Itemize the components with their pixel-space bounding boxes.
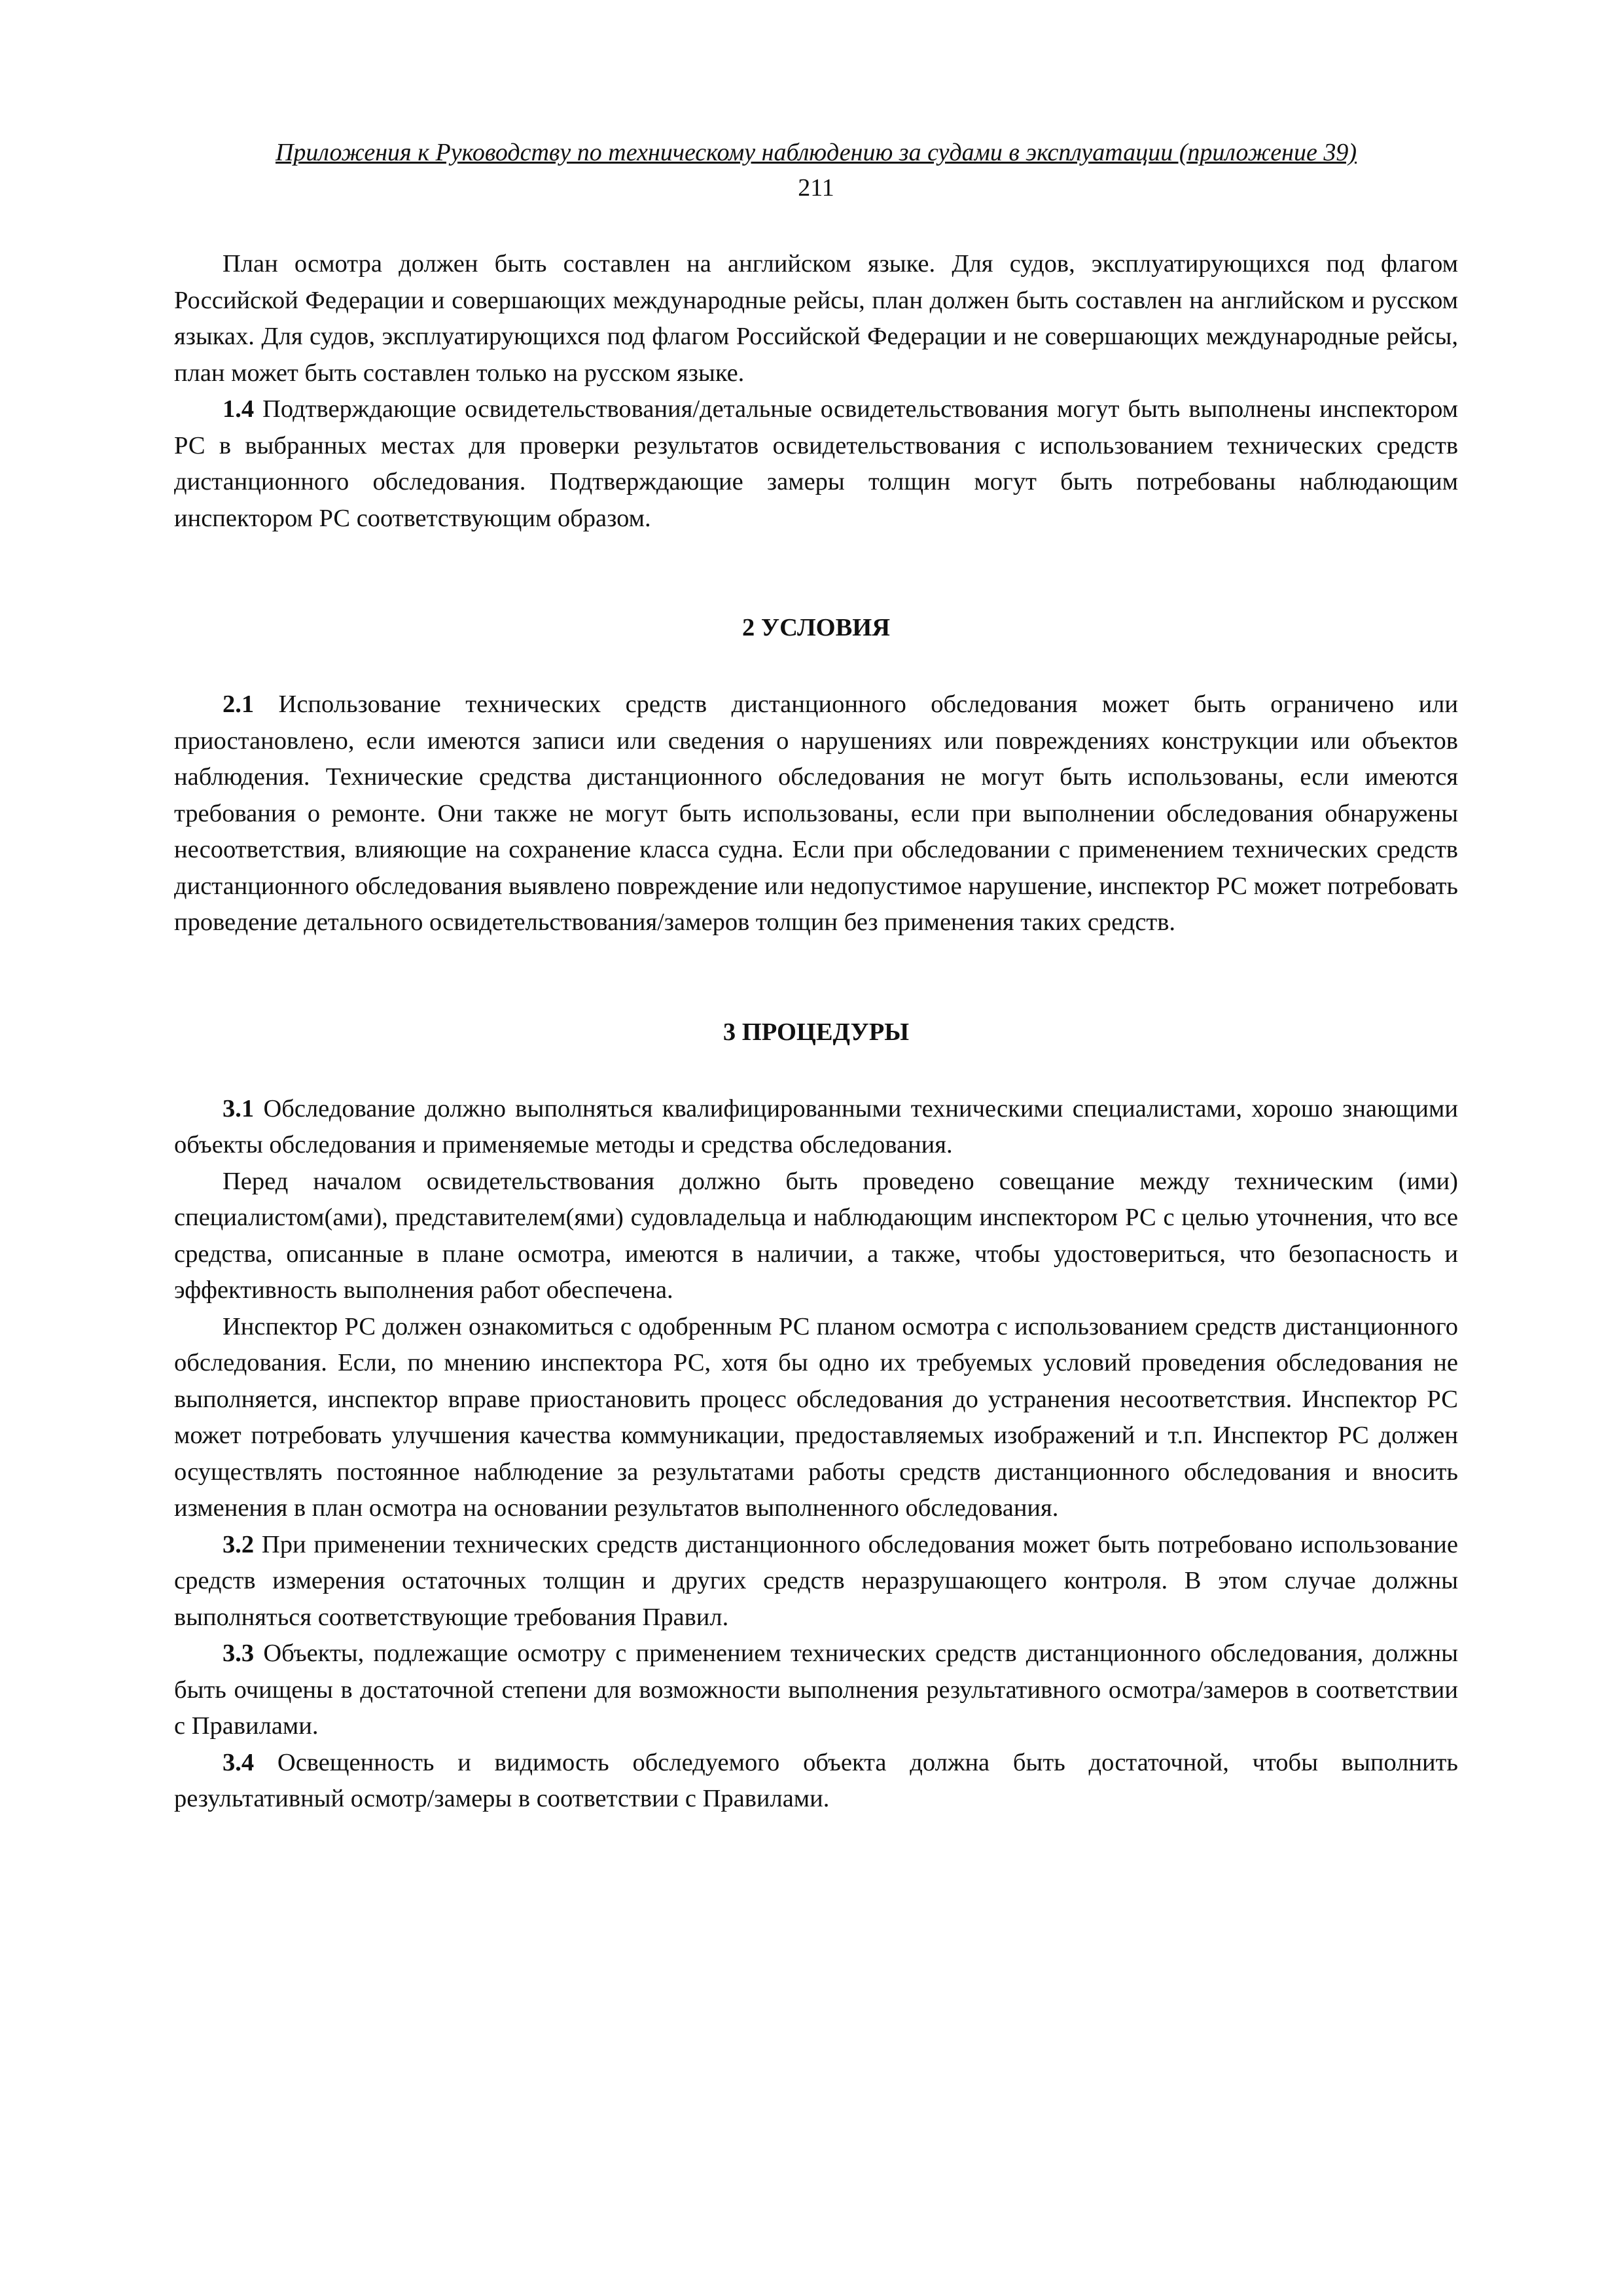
clause-number: 2.1 bbox=[223, 691, 255, 718]
clause-number: 3.3 bbox=[223, 1640, 255, 1667]
clause-text: Обследование должно выполняться квалифицированными техническими специалистами, хорошо знающими объекты обследования и применяемые методы и средства обследования. bbox=[174, 1094, 1458, 1158]
paragraph-text: Перед началом освидетельствования должно быть проведено совещание между техническим (ими) специалистом(ами), представителем(ями) судовладельца и наблюдающим инспектором РС с целью уточнения, что все средства, описанные в плане осмотра, имеются в наличии, а также, чтобы удостовериться, что безопасность и эффективность выполнения работ обеспечена. bbox=[174, 1167, 1458, 1304]
clause-3-1 bbox=[174, 1091, 1458, 1164]
page-number: 211 bbox=[798, 174, 834, 202]
clause-3-4 bbox=[174, 1745, 1458, 1818]
clause-number: 3.1 bbox=[223, 1094, 255, 1122]
clause-1-4 bbox=[174, 391, 1458, 537]
section-2-heading: 2 УСЛОВИЯ bbox=[741, 614, 891, 641]
intro-paragraph-1 bbox=[174, 246, 1458, 391]
clause-3-1-paragraph-2 bbox=[174, 1164, 1458, 1309]
clause-text: Освещенность и видимость обследуемого объекта должна быть достаточной, чтобы выполнить результативный осмотр/замеры в соответствии с Правилами. bbox=[174, 1748, 1458, 1812]
clause-2-1 bbox=[174, 687, 1458, 941]
paragraph-text: Инспектор РС должен ознакомиться с одобренным РС планом осмотра с использованием средств дистанционного обследования. Если, по мнению инспектора РС, хотя бы одно их требуемых условий проведения обследования не выполняется, инспектор вправе приостановить процесс обследования до устранения несоответствия. Инспектор РС может потребовать улучшения качества коммуникации, предоставляемых изображений и т.п. Инспектор РС должен осуществлять постоянное наблюдение за результатами работы средств дистанционного обследования и вносить изменения в план осмотра на основании результатов выполненного обследования. bbox=[174, 1312, 1458, 1522]
running-header: Приложения к Руководству по техническому наблюдению за судами в эксплуатации (приложение 39) bbox=[275, 139, 1357, 166]
clause-text: Объекты, подлежащие осмотру с применением технических средств дистанционного обследования, должны быть очищены в достаточной степени для возможности выполнения результативного осмотра/замеров в соответствии с Правилами. bbox=[174, 1640, 1458, 1740]
document-body bbox=[174, 246, 1458, 1818]
clause-3-2 bbox=[174, 1527, 1458, 1636]
clause-number: 3.2 bbox=[223, 1530, 255, 1558]
clause-text: Использование технических средств дистанционного обследования может быть ограничено или приостановлено, если имеются записи или сведения о нарушениях или повреждениях конструкции или объектов наблюдения. Технические средства дистанционного обследования не могут быть использованы, если имеются требования о ремонте. Они также не могут быть использованы, если при выполнении обследования обнаружены несоответствия, влияющие на сохранение класса судна. Если при обследовании с применением технических средств дистанционного обследования выявлено повреждение или недопустимое нарушение, инспектор РС может потребовать проведение детального освидетельствования/замеров толщин без применения таких средств. bbox=[174, 691, 1458, 936]
clause-text: При применении технических средств дистанционного обследования может быть потребовано использование средств измерения остаточных толщин и других средств неразрушающего контроля. В этом случае должны выполняться соответствующие требования Правил. bbox=[174, 1530, 1458, 1631]
section-3-heading: 3 ПРОЦЕДУРЫ bbox=[722, 1018, 910, 1046]
document-page bbox=[174, 137, 1458, 1818]
clause-3-3 bbox=[174, 1636, 1458, 1745]
clause-number: 3.4 bbox=[223, 1748, 255, 1776]
clause-text: Подтверждающие освидетельствования/детальные освидетельствования могут быть выполнены инспектором РС в выбранных местах для проверки результатов освидетельствования с использованием технических средств дистанционного обследования. Подтверждающие замеры толщин могут быть потребованы наблюдающим инспектором РС соответствующим образом. bbox=[174, 395, 1458, 532]
clause-number: 1.4 bbox=[223, 395, 255, 423]
paragraph-text: План осмотра должен быть составлен на английском языке. Для судов, эксплуатирующихся под флагом Российской Федерации и совершающих международные рейсы, план должен быть составлен на английском и русском языках. Для судов, эксплуатирующихся под флагом Российской Федерации и не совершающих международные рейсы, план может быть составлен только на русском языке. bbox=[174, 250, 1458, 387]
clause-3-1-paragraph-3 bbox=[174, 1309, 1458, 1527]
